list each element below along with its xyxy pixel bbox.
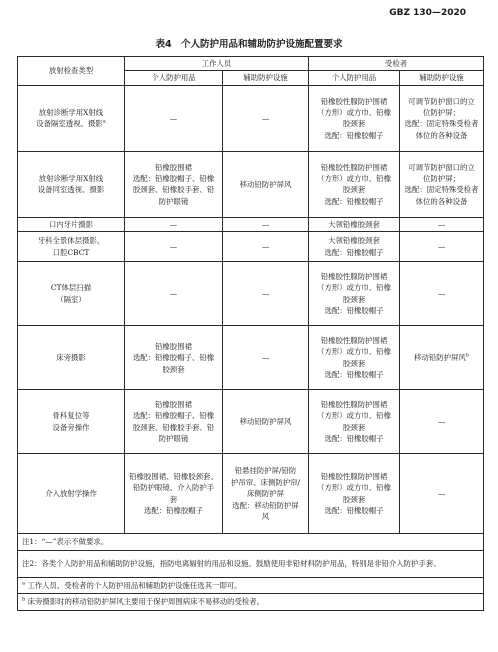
patient-aux-cell: —	[400, 232, 484, 262]
patient-aux-cell: —	[400, 454, 484, 534]
header-staff: 工作人员	[125, 57, 309, 71]
staff-ppe-cell: —	[125, 85, 223, 151]
patient-ppe-cell: 铅橡胶性腺防护围裙 （方形）或方巾、铅橡 胶颈套 选配：铅橡胶帽子	[309, 326, 400, 390]
footnote-mark: b	[22, 596, 26, 603]
table-row	[18, 454, 484, 534]
exam-type-cell: 放射诊断学用X射线 设备同室透视、摄影	[18, 151, 125, 217]
footnote-mark: a	[102, 118, 106, 125]
header-staff-ppe: 个人防护用品	[125, 71, 223, 85]
footnote-a: $^a$ 工作人员、受检者的个人防护用品和辅助防护设施任选其一即可。	[18, 577, 484, 593]
patient-ppe-cell: 铅橡胶性腺防护围裙 （方形）或方巾、铅橡 胶颈套 选配：铅橡胶帽子	[309, 390, 400, 454]
staff-ppe-cell: 铅橡胶围裙 选配：铅橡胶帽子、铅橡 胶颈套	[125, 326, 223, 390]
staff-ppe-cell: 铅橡胶围裙 选配：铅橡胶帽子、铅橡 胶颈套、铅橡胶手套、铅 防护眼镜	[125, 151, 223, 217]
staff-ppe-cell: —	[125, 232, 223, 262]
patient-ppe-cell: 铅橡胶性腺防护围裙 （方形）或方巾、铅橡 胶颈套 选配：铅橡胶帽子	[309, 454, 400, 534]
staff-ppe-cell: 铅橡胶围裙 选配：铅橡胶帽子、铅橡 胶颈套、铅橡胶手套、铅 防护眼镜	[125, 390, 223, 454]
header-exam-type: 放射检查类型	[18, 57, 125, 86]
patient-aux-cell: —	[400, 390, 484, 454]
patient-aux-cell: 可调节防护窗口的立 位防护屏； 选配：固定特殊受检者 体位的各种设备	[400, 151, 484, 217]
patient-ppe-cell: 铅橡胶性腺防护围裙 （方形）或方巾、铅橡 胶颈套 选配：铅橡胶帽子	[309, 85, 400, 151]
note-2: 注2：各类个人防护用品和辅助防护设施，指防电离辐射的用品和设施。鼓励使用非铅材料防护用品，特别是非铅介入防护手套。	[18, 550, 484, 577]
footnote-b: $^b$ 床旁摄影时的移动铅防护屏风主要用于保护周围病床不易移动的受检者。	[18, 594, 484, 610]
header-patient: 受检者	[309, 57, 484, 71]
protection-table	[17, 56, 484, 611]
exam-type-cell: 牙科全景体层摄影， 口腔CBCT	[18, 232, 125, 262]
patient-ppe-cell: 大领铅橡胶颈套 选配：铅橡胶帽子	[309, 232, 400, 262]
exam-type-cell: 放射诊断学用X射线 设备隔室透视、摄影$^a$	[18, 85, 125, 151]
patient-aux-cell: 可调节防护窗口的立 位防护屏； 选配：固定特殊受检者 体位的各种设备	[400, 85, 484, 151]
footnote-mark: b	[465, 352, 469, 359]
patient-aux-cell: —	[400, 262, 484, 326]
table-row	[18, 217, 484, 231]
header-staff-aux: 辅助防护设施	[223, 71, 309, 85]
staff-aux-cell: 铅悬挂防护屏/铅防 护吊帘、床侧防护帘/ 床侧防护屏 选配：移动铅防护屏 风	[223, 454, 309, 534]
header-patient-ppe: 个人防护用品	[309, 71, 400, 85]
table-row	[18, 390, 484, 454]
patient-ppe-cell: 铅橡胶性腺防护围裙 （方形）或方巾、铅橡 胶颈套 选配：铅橡胶帽子	[309, 151, 400, 217]
staff-aux-cell: 移动铅防护屏风	[223, 151, 309, 217]
exam-type-cell: 介入放射学操作	[18, 454, 125, 534]
note-1: 注1：“—”表示不做要求。	[18, 534, 484, 550]
header-patient-aux: 辅助防护设施	[400, 71, 484, 85]
staff-aux-cell: —	[223, 232, 309, 262]
patient-aux-cell: —	[400, 217, 484, 231]
staff-ppe-cell: —	[125, 217, 223, 231]
table-row	[18, 85, 484, 151]
staff-ppe-cell: 铅橡胶围裙、铅橡胶颈套、 铅防护眼镜、介入防护手 套 选配：铅橡胶帽子	[125, 454, 223, 534]
patient-ppe-cell: 铅橡胶性腺防护围裙 （方形）或方巾、铅橡 胶颈套 选配：铅橡胶帽子	[309, 262, 400, 326]
staff-aux-cell: —	[223, 217, 309, 231]
table-row	[18, 326, 484, 390]
table-title: 表4 个人防护用品和辅助防护设施配置要求	[155, 39, 343, 50]
staff-ppe-cell: —	[125, 262, 223, 326]
table-row	[18, 232, 484, 262]
staff-aux-cell: —	[223, 262, 309, 326]
patient-ppe-cell: 大领铅橡胶颈套	[309, 217, 400, 231]
table-row	[18, 262, 484, 326]
patient-aux-cell: 移动铅防护屏风$^b$	[400, 326, 484, 390]
table-row	[18, 151, 484, 217]
standard-code: GBZ 130—2020	[389, 8, 466, 18]
exam-type-cell: 床旁摄影	[18, 326, 125, 390]
staff-aux-cell: —	[223, 85, 309, 151]
staff-aux-cell: —	[223, 326, 309, 390]
exam-type-cell: CT体层扫描 （隔室）	[18, 262, 125, 326]
footnote-mark: a	[22, 580, 25, 587]
exam-type-cell: 口内牙片摄影	[18, 217, 125, 231]
exam-type-cell: 骨科复位等 设备旁操作	[18, 390, 125, 454]
staff-aux-cell: 移动铅防护屏风	[223, 390, 309, 454]
